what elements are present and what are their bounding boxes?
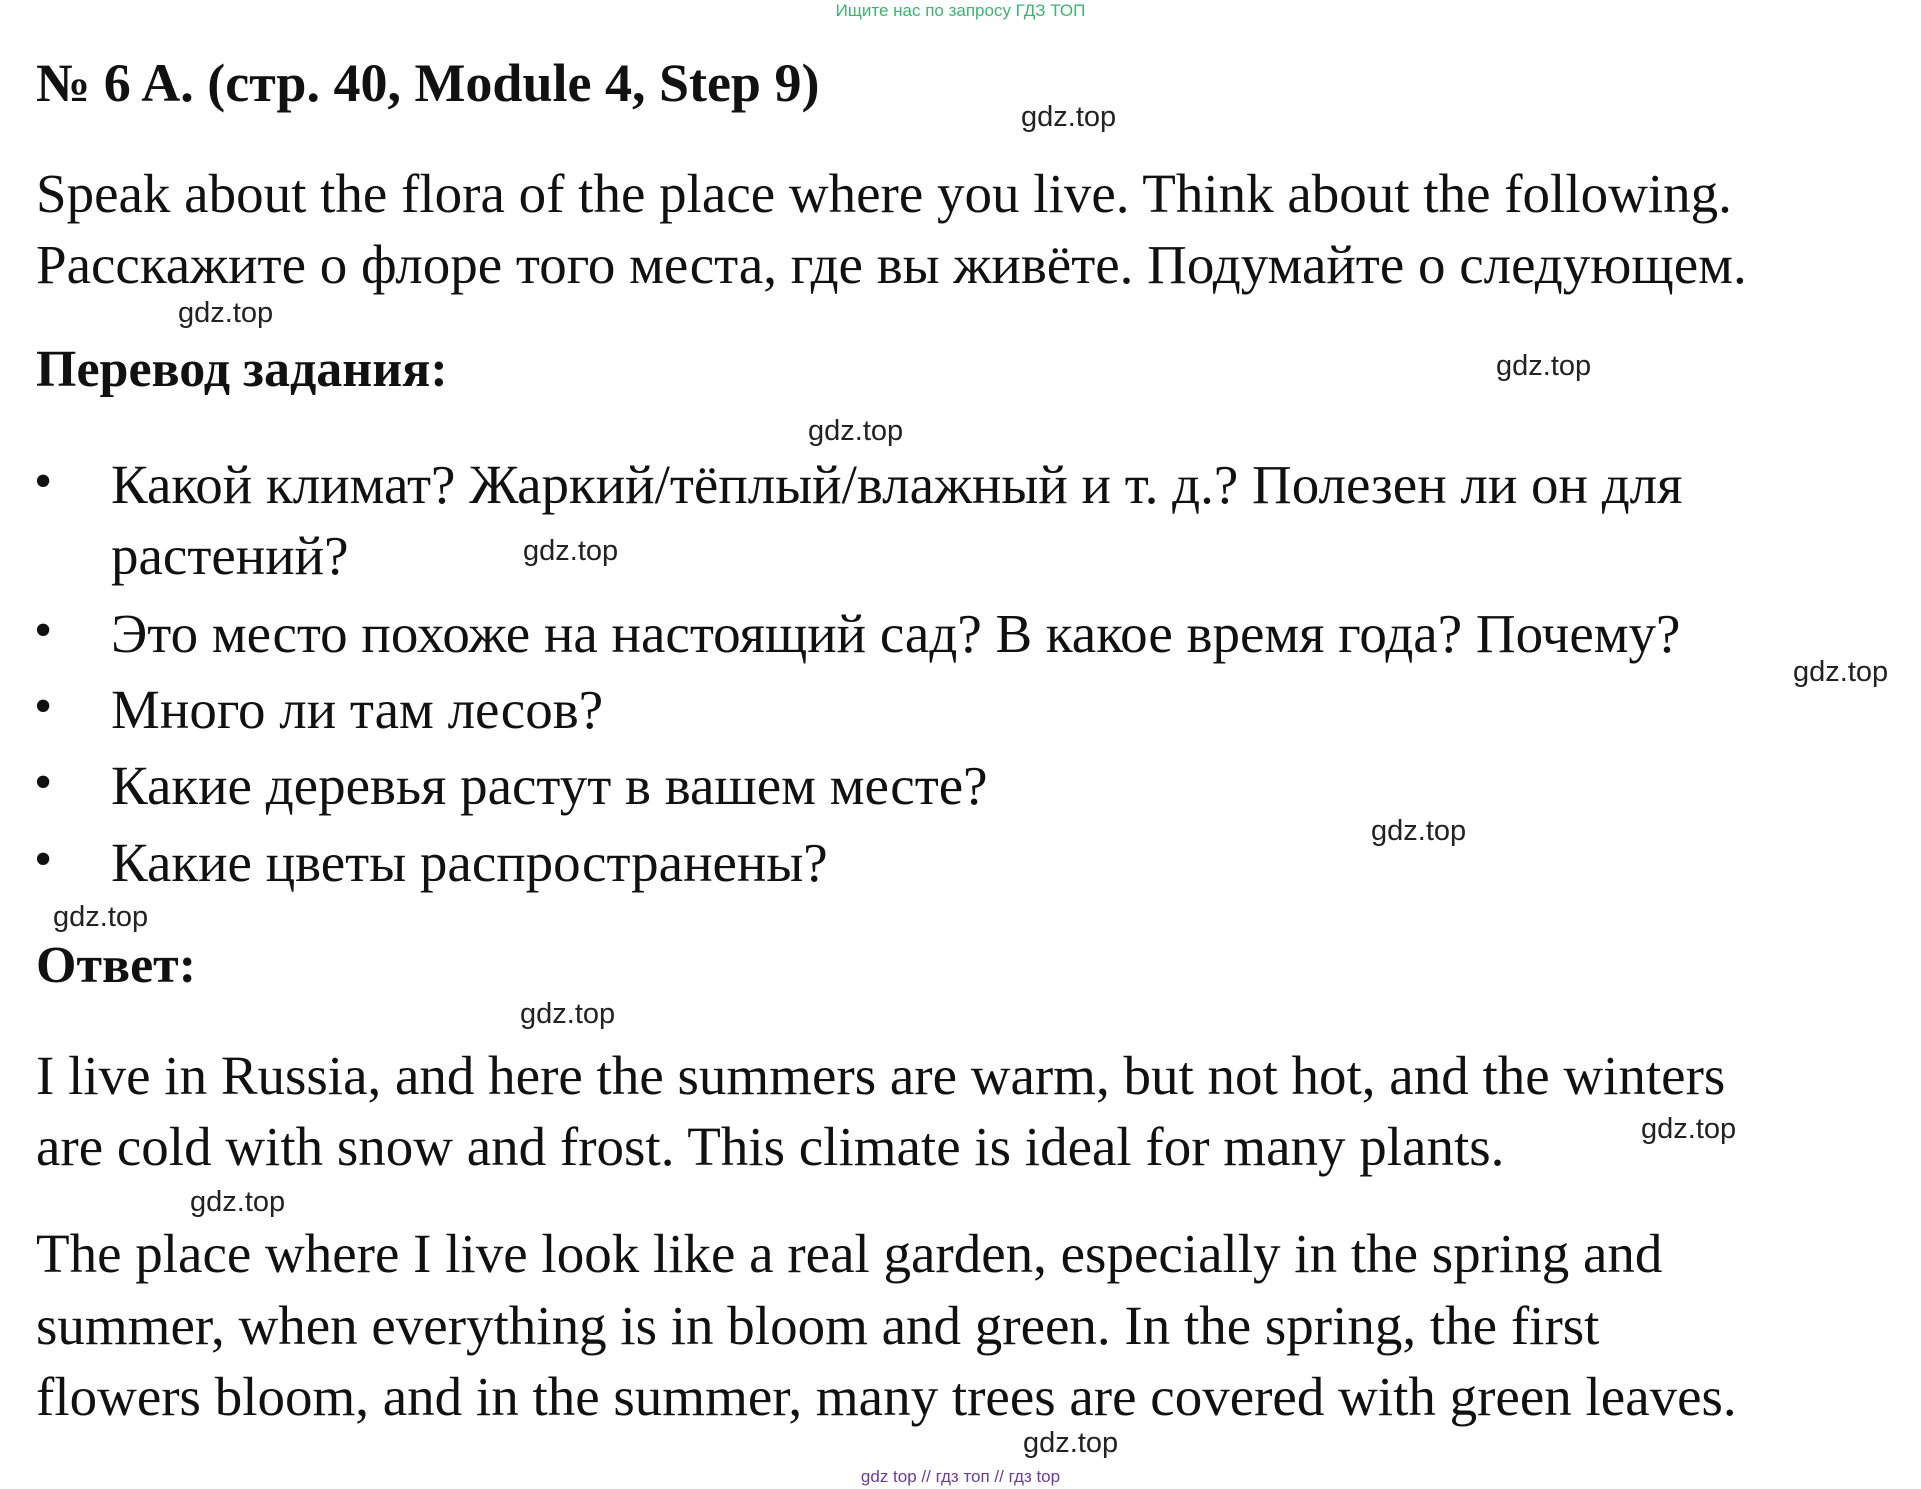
- translation-heading: Перевод задания:: [36, 341, 448, 398]
- answer-p2-line2: summer, when everything is in bloom and green. In the spring, the first: [36, 1295, 1600, 1356]
- answer-p2-line1: The place where I live look like a real garden, especially in the spring and: [36, 1223, 1663, 1284]
- bullet-item-garden: Это место похоже на настоящий сад? В какое время года? Почему?: [111, 603, 1681, 664]
- watermark: gdz.top: [1023, 1427, 1119, 1459]
- watermark: gdz.top: [1641, 1113, 1737, 1145]
- bullet-item-trees: Какие деревья растут в вашем месте?: [111, 755, 988, 816]
- answer-heading: Ответ:: [36, 937, 197, 994]
- bullet-marker: •: [34, 831, 53, 888]
- watermark: gdz.top: [808, 415, 904, 447]
- bullet-item-forests: Много ли там лесов?: [111, 679, 604, 740]
- bullet-marker: •: [34, 678, 53, 735]
- exercise-title: № 6 A. (стр. 40, Module 4, Step 9): [36, 53, 820, 113]
- watermark: gdz.top: [1371, 815, 1467, 847]
- top-banner: Ищите нас по запросу ГДЗ ТОП: [835, 1, 1086, 20]
- bullet-marker: •: [34, 602, 53, 659]
- task-english: Speak about the flora of the place where you live. Think about the following.: [36, 163, 1732, 224]
- bullet-item-climate-line2: растений?: [111, 525, 349, 586]
- watermark: gdz.top: [520, 998, 616, 1030]
- bullet-item-climate-line1: Какой климат? Жаркий/тёплый/влажный и т. д.? Полезен ли он для: [111, 454, 1683, 515]
- bullet-item-flowers: Какие цветы распространены?: [111, 832, 828, 893]
- bullet-marker: •: [34, 754, 53, 811]
- answer-p1-line1: I live in Russia, and here the summers are warm, but not hot, and the winters: [36, 1045, 1726, 1106]
- answer-p2-line3: flowers bloom, and in the summer, many trees are covered with green leaves.: [36, 1366, 1737, 1427]
- watermark: gdz.top: [523, 535, 619, 567]
- watermark: gdz.top: [1021, 101, 1117, 133]
- watermark: gdz.top: [190, 1186, 286, 1218]
- watermark: gdz.top: [178, 297, 274, 329]
- task-russian: Расскажите о флоре того места, где вы живёте. Подумайте о следующем.: [36, 234, 1747, 295]
- watermark: gdz.top: [1793, 656, 1889, 688]
- bullet-marker: •: [34, 453, 53, 510]
- footer-watermark: gdz top // гдз топ // гдз top: [860, 1467, 1061, 1486]
- watermark: gdz.top: [53, 901, 149, 933]
- watermark: gdz.top: [1496, 350, 1592, 382]
- answer-p1-line2: are cold with snow and frost. This climate is ideal for many plants.: [36, 1116, 1505, 1177]
